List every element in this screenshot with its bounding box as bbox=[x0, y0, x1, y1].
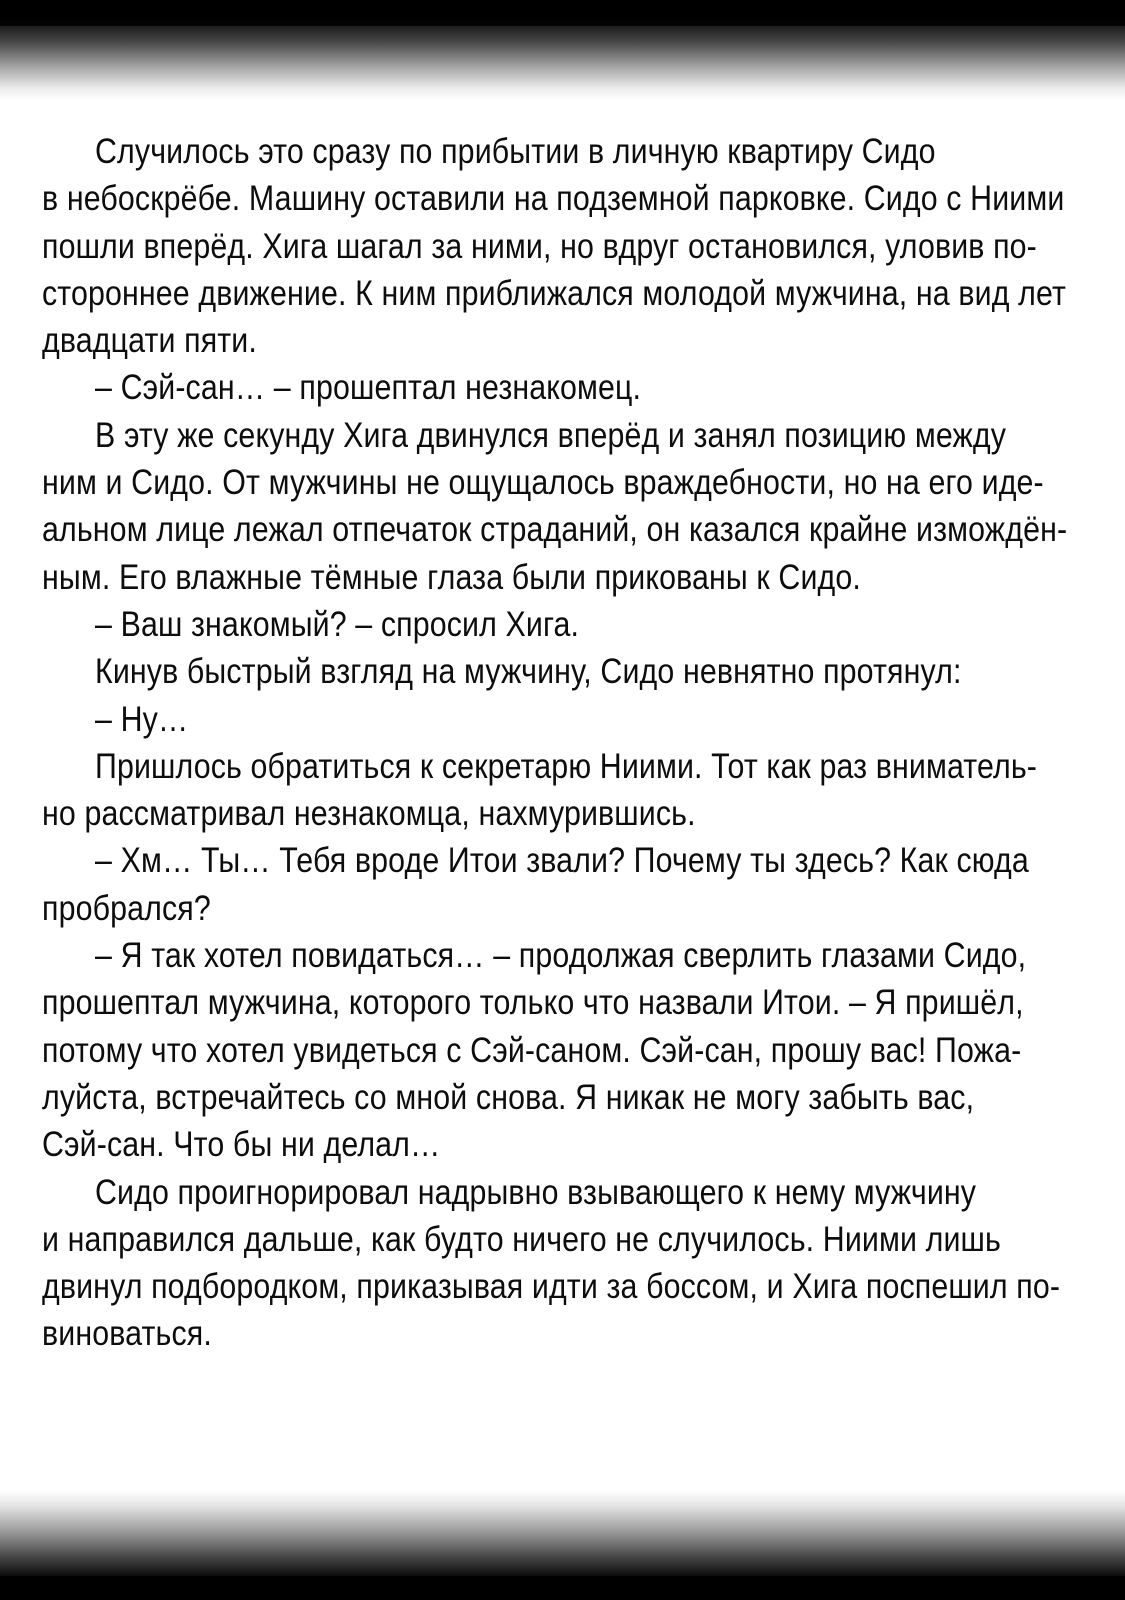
text-line: виноваться. bbox=[42, 1313, 212, 1354]
text-line: двинул подбородком, приказывая идти за боссом, и Хига поспешил по- bbox=[42, 1266, 1061, 1307]
top-grain-border bbox=[0, 0, 1125, 100]
text-line: – Хм… Ты… Тебя вроде Итои звали? Почему ты здесь? Как сюда bbox=[95, 840, 1029, 881]
text-line: прошептал мужчина, которого только что назвали Итои. – Я пришёл, bbox=[42, 982, 1024, 1023]
text-line: в небоскрёбе. Машину оставили на подземной парковке. Сидо с Ниими bbox=[42, 178, 1065, 219]
text-line: ним и Сидо. От мужчины не ощущалось враждебности, но на его иде- bbox=[42, 462, 1044, 503]
text-line: Сидо проигнорировал надрывно взывающего к нему мужчину bbox=[95, 1171, 977, 1212]
text-line: – Сэй-сан… – прошептал незнакомец. bbox=[95, 367, 642, 408]
text-line: пошли вперёд. Хига шагал за ними, но вдруг остановился, уловив по- bbox=[42, 225, 1037, 266]
text-line: – Ну… bbox=[95, 698, 189, 739]
text-line: пробрался? bbox=[42, 887, 211, 928]
page-text-body bbox=[42, 128, 1068, 1358]
bottom-grain-border bbox=[0, 1490, 1125, 1600]
text-line: – Я так хотел повидаться… – продолжая сверлить глазами Сидо, bbox=[95, 935, 1027, 976]
text-line: но рассматривал незнакомца, нахмурившись. bbox=[42, 793, 696, 834]
text-line: – Ваш знакомый? – спросил Хига. bbox=[95, 603, 580, 644]
text-line: Пришлось обратиться к секретарю Ниими. Тот как раз вниматель- bbox=[95, 745, 1038, 786]
text-line: двадцати пяти. bbox=[42, 320, 257, 361]
text-line: и направился дальше, как будто ничего не случилось. Ниими лишь bbox=[42, 1218, 1001, 1259]
text-line: потому что хотел увидеться с Сэй-саном. Сэй-сан, прошу вас! Пожа- bbox=[42, 1029, 1022, 1070]
text-line: ным. Его влажные тёмные глаза были прикованы к Сидо. bbox=[42, 556, 861, 597]
text-line: стороннее движение. К ним приближался молодой мужчина, на вид лет bbox=[42, 272, 1066, 313]
text-line: альном лице лежал отпечаток страданий, он казался крайне измождён- bbox=[42, 509, 1068, 550]
text-line: луйста, встречайтесь со мной снова. Я никак не могу забыть вас, bbox=[42, 1076, 975, 1117]
text-line: Сэй-сан. Что бы ни делал… bbox=[42, 1124, 441, 1165]
text-line: Случилось это сразу по прибытии в личную квартиру Сидо bbox=[95, 131, 936, 171]
text-line: Кинув быстрый взгляд на мужчину, Сидо невнятно протянул: bbox=[95, 651, 962, 692]
text-line: В эту же секунду Хига двинулся вперёд и занял позицию между bbox=[95, 414, 1007, 455]
